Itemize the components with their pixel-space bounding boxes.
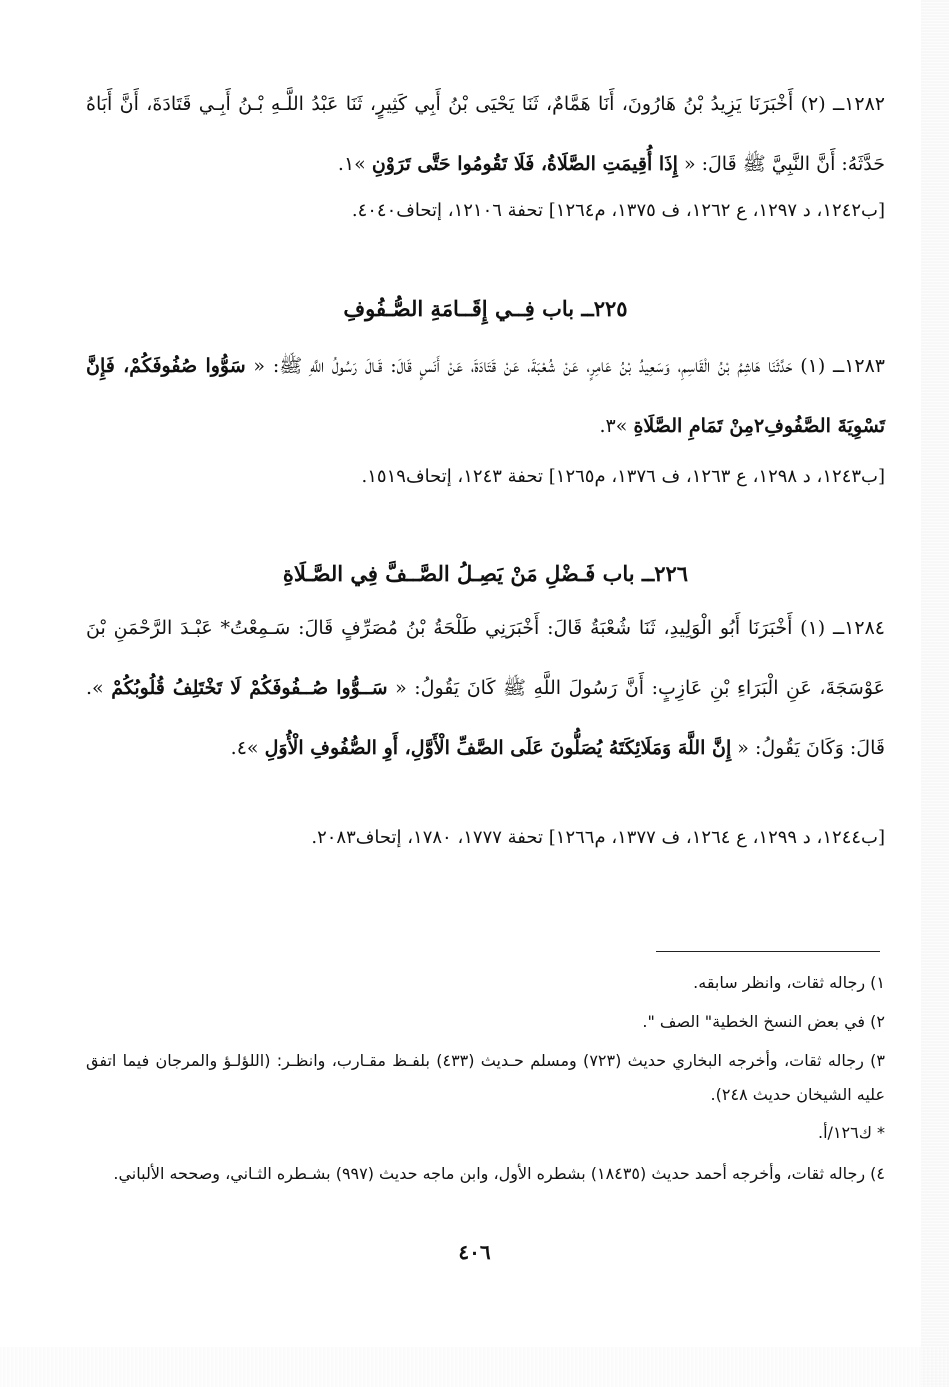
hadith-1282-references: [ب١٢٤٢، د ١٢٩٧، ع ١٢٦٢، ف ١٣٧٥، م١٢٦٤] تحفة ١٢١٠٦، إتحاف٤٠٤٠.: [351, 200, 885, 221]
chapter-225-heading: ٢٢٥ــ باب فِــي إِقَــامَةِ الصُّـفُوفِ: [343, 296, 628, 321]
hadith-1284-end: »٤.: [230, 737, 259, 759]
hadith-1282-text: ١٢٨٢ــ (٢) أَخْبَرَنَا يَزِيدُ بْنُ هَارُونَ، أَنَا هَمَّامٌ، ثَنَا يَحْيَى بْنُ أَبِي كَثِيرٍ، ثَنَا عَبْدُ اللَّـهِ بْـنُ أَبِـي قَتَادَةَ، أَنَّ أَبَاهُ حَدَّثَهُ: أَنَّ النَّبِيَّ ﷺ قَالَ: «: [86, 93, 885, 175]
hadith-1284-text: ١٢٨٤ــ (١) أَخْبَرَنَا أَبُو الْوَلِيدِ، ثَنَا شُعْبَةُ قَالَ: أَخْبَرَنِي طَلْحَةُ بْنُ مُصَرِّفٍ قَالَ: سَـمِعْتُ* عَبْـدَ الرَّحْمَنِ بْنَ عَوْسَجَةَ، عَنِ الْبَرَاءِ بْنِ عَازِبٍ: أَنَّ رَسُولَ اللَّهِ ﷺ كَانَ يَقُولُ: «: [86, 617, 885, 699]
hadith-1283-quote: سَوُّوا صُفُوفَكُمْ، فَإِنَّ تَسْوِيَةَ الصَّفُوفِ٢مِنْ تَمَامِ الصَّلَاةِ: [86, 355, 885, 437]
hadith-1283-references: [ب١٢٤٣، د ١٢٩٨، ع ١٢٦٣، ف ١٣٧٦، م١٢٦٥] تحفة ١٢٤٣، إتحاف١٥١٩.: [361, 466, 885, 487]
footnote-3: ٣) رجاله ثقات، وأخرجه البخاري حديث (٧٢٣) ومسلم حـديث (٤٣٣) بلفـظ مقـارب، وانظـر: (اللؤلـؤ والمرجان فيما اتفق عليه الشيخان حديث ٢٤٨).: [86, 1051, 886, 1104]
hadith-1282-end: »١.: [337, 153, 366, 175]
footnote-1: ١) رجاله ثقات، وانظر سابقه.: [693, 973, 885, 992]
hadith-1283-text: ١٢٨٣ــ (١) حَدَّثَنَا هَاشِمُ بْنُ الْقَاسِمِ، وَسَعِيدُ بْنُ عَامِرٍ، عَنْ شُعْبَةَ، عَنْ قَتَادَةَ، عَنْ أَنَسٍ قَالَ: قَـالَ رَسُولُ اللَّهِ ﷺ: «: [253, 355, 886, 377]
hadith-1282-quote: إِذَا أُقِيمَتِ الصَّلَاةُ، فَلَا تَقُومُوا حَتَّى تَرَوْنِ: [371, 153, 678, 175]
hadith-1283: [86, 336, 885, 456]
hadith-1284-references: [ب١٢٤٤، د ١٢٩٩، ع ١٢٦٤، ف ١٣٧٧، م١٢٦٦] تحفة ١٧٧٧، ١٧٨٠، إتحاف٢٠٨٣.: [311, 827, 885, 848]
footnote-divider: [656, 951, 880, 952]
scan-bottom-texture: [0, 1347, 949, 1387]
hadith-1284-quote-2: إِنَّ اللَّهَ وَمَلَائِكَتَهُ يُصَلُّونَ عَلَى الصَّفِّ الْأَوَّلِ، أَوِ الصُّفُوفِ الْأُوَلِ: [264, 737, 732, 759]
footnote-folio: * ك١٢٦/أ.: [818, 1123, 885, 1142]
hadith-1283-end: »٣.: [599, 415, 628, 437]
footnote-2: ٢) في بعض النسخ الخطية" الصف ".: [642, 1012, 885, 1031]
hadith-1284-middle: ». قَالَ: وَكَانَ يَقُولُ: «: [86, 677, 885, 759]
chapter-226-heading: ٢٢٦ــ باب فَـضْلِ مَنْ يَصِـلُ الصَّــفَّ فِي الصَّـلَاةِ: [282, 561, 689, 586]
hadith-1284-quote-1: سَــوُّوا صُــفُوفَكُمْ لَا تَخْتَلِفُ قُلُوبُكُمْ: [111, 677, 388, 699]
page-number: ٤٠٦: [458, 1240, 491, 1264]
hadith-1282: [86, 74, 885, 194]
scan-edge-texture: [921, 0, 949, 1387]
hadith-1284: [86, 598, 885, 778]
footnote-4: ٤) رجاله ثقات، وأخرجه أحمد حديث (١٨٤٣٥) بشطره الأول، وابن ماجه حديث (٩٩٧) بشـطره الثـاني، وصححه الألباني.: [113, 1164, 885, 1183]
